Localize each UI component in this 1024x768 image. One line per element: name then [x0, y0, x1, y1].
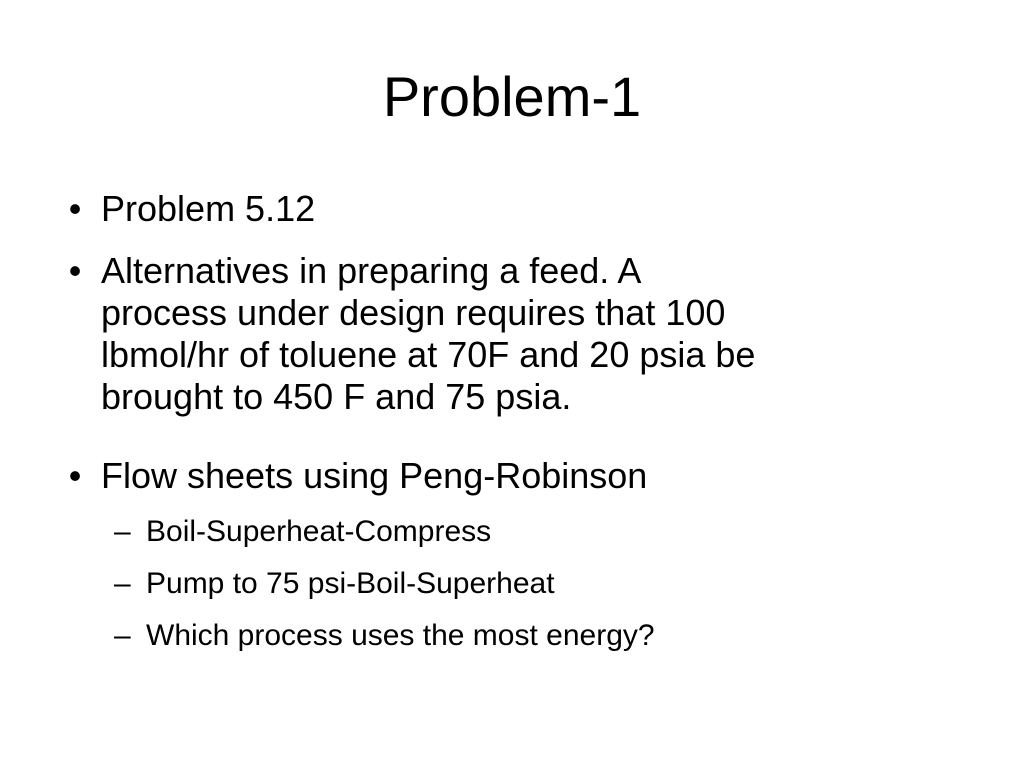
- bullet-item: [60, 455, 960, 497]
- sub-bullet-marker: –: [114, 567, 131, 600]
- sub-bullet-marker: –: [114, 619, 131, 652]
- bullet-item: [60, 188, 960, 230]
- sub-bullet-item: [114, 566, 964, 602]
- sub-bullet-text: Pump to 75 psi-Boil-Superheat: [146, 567, 555, 600]
- sub-bullet-text: Boil-Superheat-Compress: [146, 515, 492, 548]
- sub-bullet-text: Which process uses the most energy?: [146, 619, 655, 652]
- slide-title: Problem-1: [382, 65, 642, 128]
- bullet-marker: •: [68, 188, 82, 229]
- bullet-text: Problem 5.12: [101, 188, 316, 229]
- bullet-marker: •: [68, 455, 82, 496]
- bullet-item: [60, 250, 960, 420]
- sub-bullet-marker: –: [114, 515, 131, 548]
- bullet-text: Alternatives in preparing a feed. A process under design requires that 100 lbmol/hr of toluene at 70F and 20 psia be brought to 450 F and 75 psia.: [101, 250, 756, 417]
- sub-bullet-item: [114, 514, 964, 550]
- bullet-marker: •: [68, 250, 82, 291]
- bullet-text: Flow sheets using Peng-Robinson: [101, 455, 648, 496]
- sub-bullet-item: [114, 618, 964, 654]
